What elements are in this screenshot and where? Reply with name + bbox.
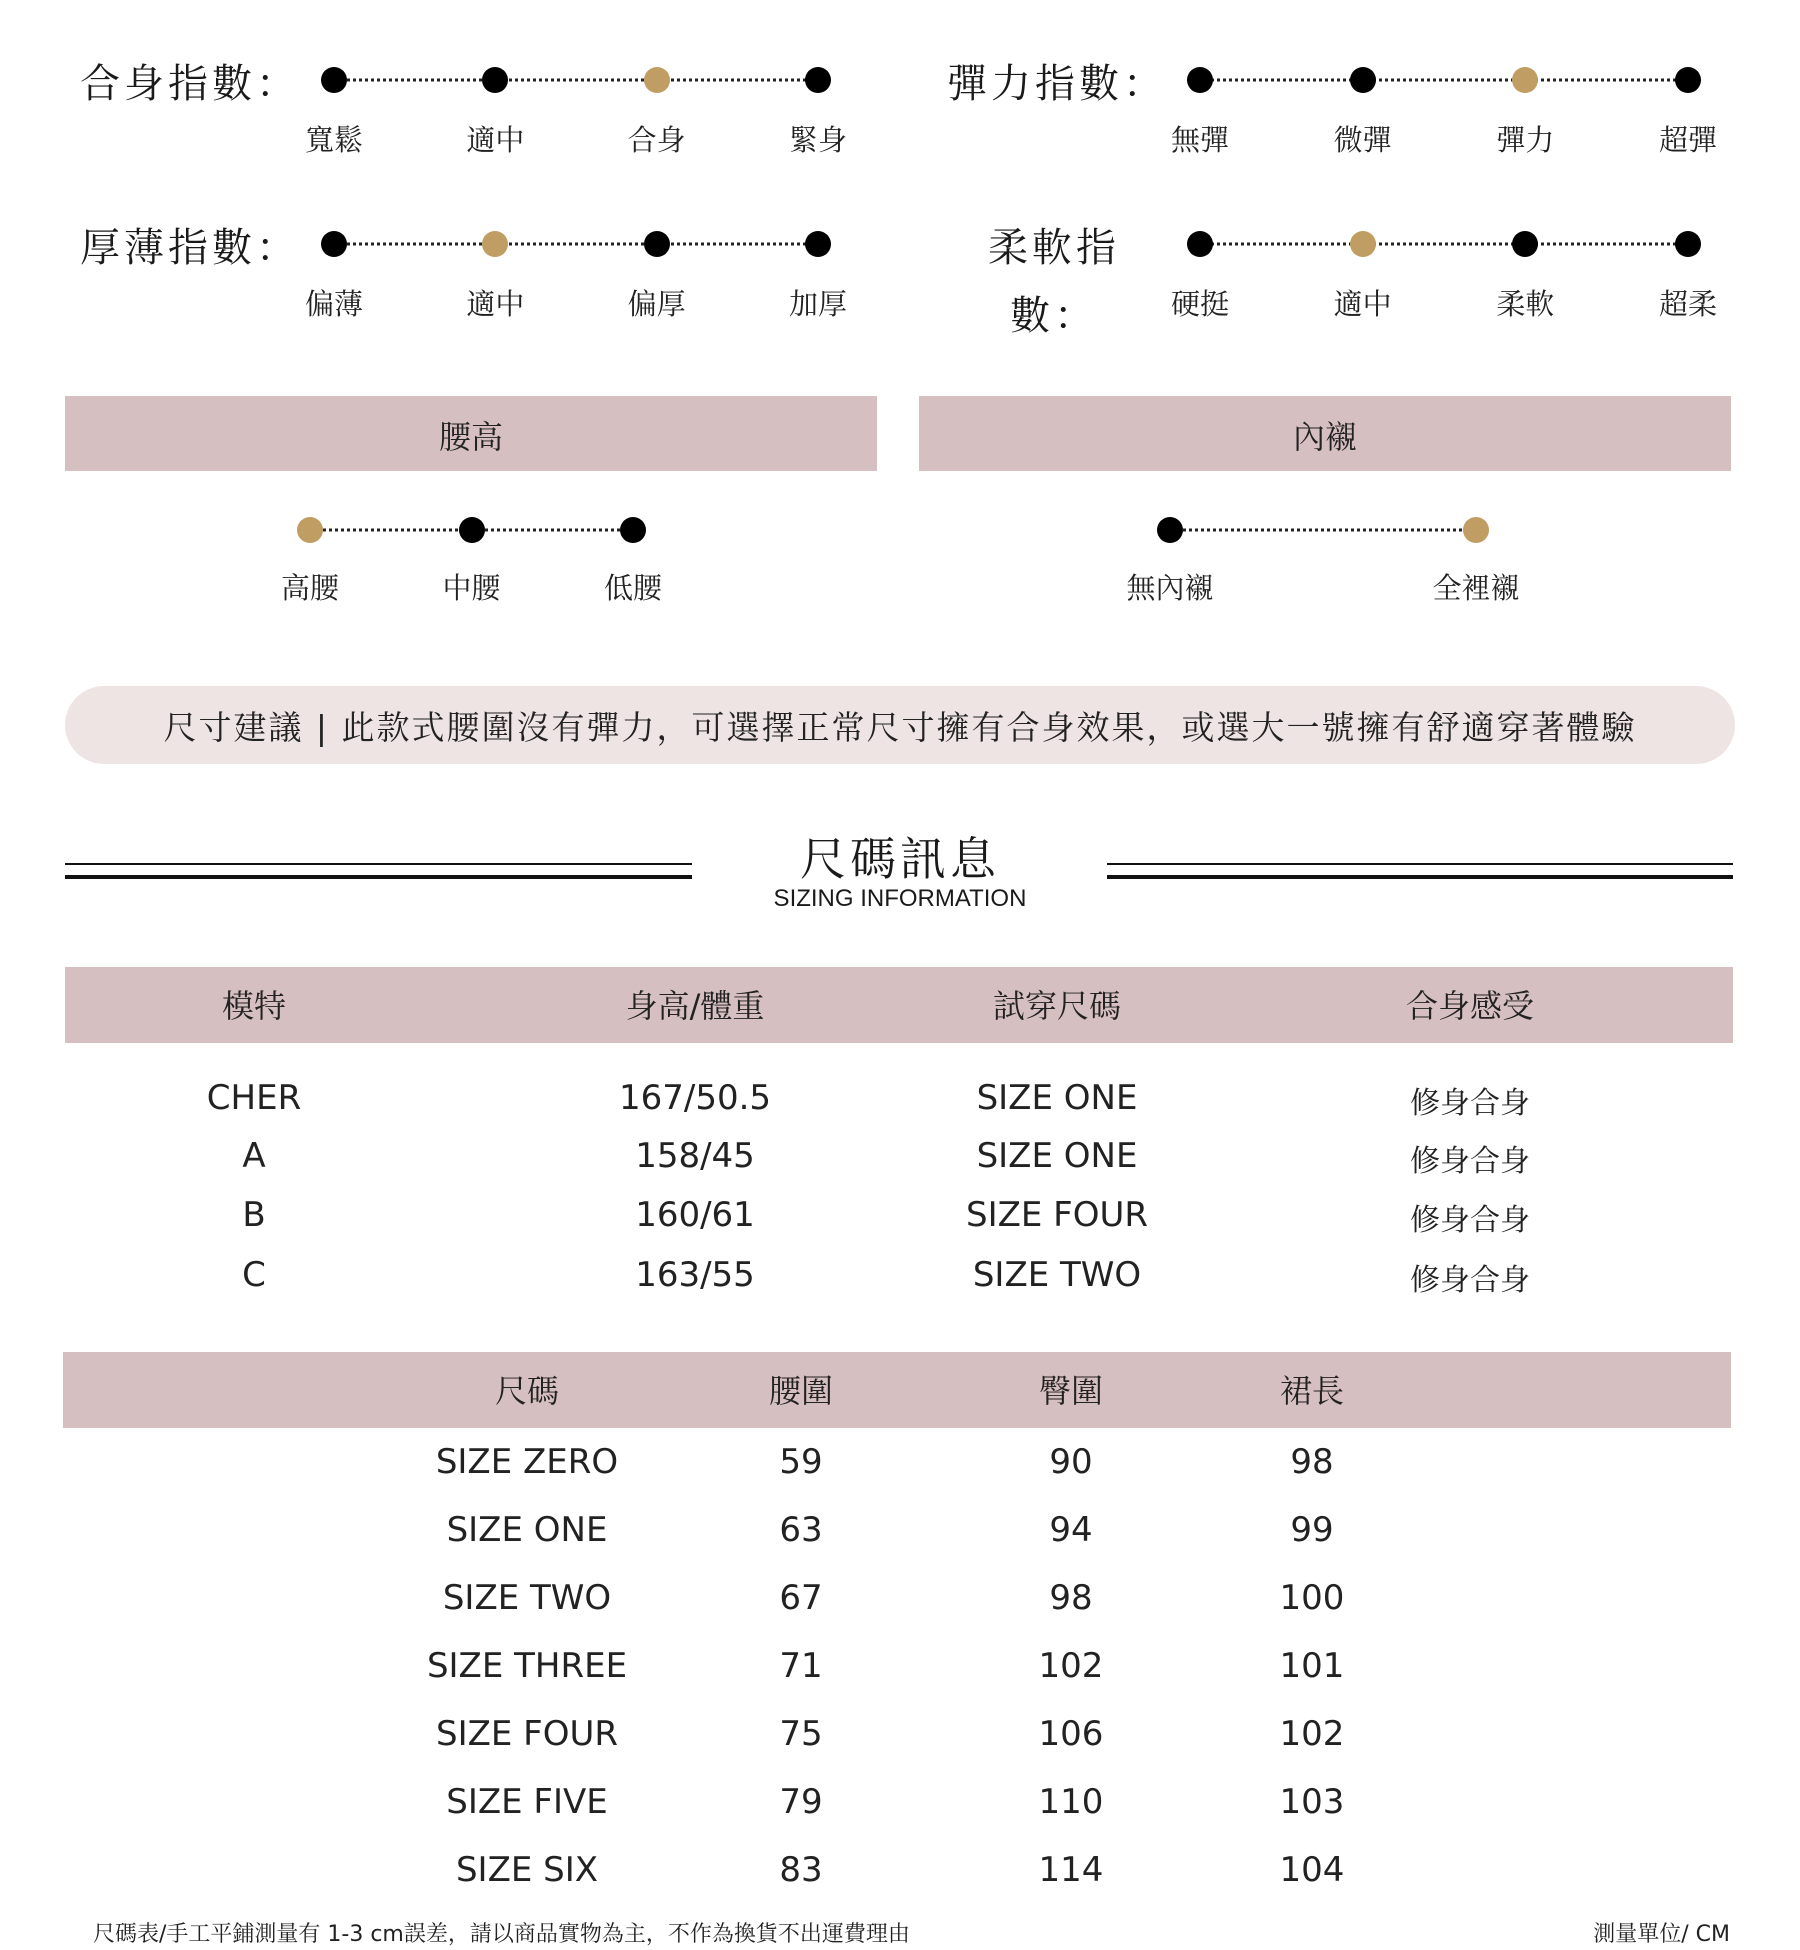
waist-label-1: 高腰 [280, 571, 340, 605]
fit-label-2: 適中 [466, 123, 525, 157]
size-table-cell: 83 [779, 1850, 823, 1890]
elastic-index-scale [1170, 70, 1718, 157]
model-table-cell: 163/55 [635, 1255, 755, 1295]
elastic-label-1: 無彈 [1170, 123, 1230, 157]
fit-index-title: 合身指數： [80, 61, 300, 107]
size-table-cell: 103 [1279, 1782, 1345, 1822]
model-table-cell: 修身合身 [1410, 1144, 1530, 1179]
thickness-index-title: 厚薄指數： [80, 225, 300, 271]
thickness-label-4: 加厚 [788, 287, 848, 321]
elastic-dotted-line [1200, 79, 1688, 82]
size-table-cell: 102 [1038, 1646, 1104, 1686]
elastic-label-2: 微彈 [1333, 123, 1392, 157]
waist-dot-2 [459, 517, 485, 543]
lining-dot-1 [1157, 517, 1183, 543]
elastic-dot-2 [1350, 67, 1376, 93]
fit-label-4: 緊身 [788, 123, 848, 157]
model-table-cell: 修身合身 [1410, 1203, 1530, 1238]
size-table-header-2: 腰圍 [768, 1372, 834, 1410]
size-table-cell: 98 [1290, 1442, 1334, 1482]
size-table-cell: 94 [1049, 1510, 1093, 1550]
size-table-cell: 99 [1290, 1510, 1334, 1550]
softness-dotted-line [1200, 243, 1688, 246]
fit-dot-4 [805, 67, 831, 93]
model-table-cell: C [242, 1255, 266, 1295]
size-table-cell: 101 [1279, 1646, 1345, 1686]
thickness-label-2: 適中 [466, 287, 525, 321]
lining-dot-2-selected [1463, 517, 1489, 543]
softness-index-title-line1: 柔軟指 [988, 225, 1120, 271]
heading-rule-left [65, 863, 692, 879]
waist-dot-1-selected [297, 517, 323, 543]
fit-dotted-line [334, 79, 818, 82]
size-table-cell: SIZE THREE [426, 1646, 628, 1686]
model-table-cell: SIZE ONE [976, 1078, 1138, 1118]
model-table-cell: CHER [206, 1078, 302, 1118]
waist-height-scale [280, 520, 663, 605]
measurement-note: 尺碼表/手工平鋪測量有 1-3 cm誤差，請以商品實物為主，不作為換貨不出運費理由 [93, 1922, 910, 1947]
size-table-cell: SIZE SIX [455, 1850, 599, 1890]
size-table-cell: SIZE FIVE [446, 1782, 608, 1822]
lining-label-1: 無內襯 [1126, 571, 1214, 605]
thickness-label-1: 偏薄 [304, 287, 364, 321]
size-table-cell: 98 [1049, 1578, 1093, 1618]
fit-label-1: 寬鬆 [304, 123, 364, 157]
thickness-label-3: 偏厚 [627, 287, 686, 321]
lining-header-label: 內襯 [1292, 418, 1358, 456]
model-table-cell: B [242, 1195, 266, 1235]
model-table-cell: SIZE FOUR [965, 1195, 1149, 1235]
elastic-dot-3-selected [1512, 67, 1538, 93]
softness-label-3: 柔軟 [1496, 287, 1555, 321]
lining-label-2: 全裡襯 [1432, 571, 1520, 605]
thickness-dot-1 [321, 231, 347, 257]
model-table-cell: 修身合身 [1410, 1086, 1530, 1121]
elastic-index-title: 彈力指數： [947, 61, 1167, 107]
model-table-header-2: 身高/體重 [625, 987, 765, 1025]
size-table-cell: 79 [779, 1782, 823, 1822]
size-table-cell: 59 [779, 1442, 823, 1482]
lining-dotted-line [1170, 529, 1476, 532]
fit-index-scale [304, 70, 848, 157]
softness-label-2: 適中 [1333, 287, 1392, 321]
size-table-cell: 110 [1038, 1782, 1104, 1822]
elastic-label-3: 彈力 [1496, 123, 1555, 157]
size-table-cell: SIZE FOUR [435, 1714, 619, 1754]
size-table-cell: SIZE TWO [442, 1578, 612, 1618]
softness-dot-2-selected [1350, 231, 1376, 257]
elastic-dot-4 [1675, 67, 1701, 93]
softness-dot-1 [1187, 231, 1213, 257]
fit-dot-1 [321, 67, 347, 93]
fit-dot-2 [482, 67, 508, 93]
size-table-cell: 100 [1279, 1578, 1345, 1618]
size-table-cell: 106 [1038, 1714, 1104, 1754]
waist-label-3: 低腰 [603, 571, 663, 605]
heading-rule-right [1107, 863, 1733, 879]
model-table-header-3: 試穿尺碼 [992, 987, 1122, 1025]
fit-dot-3-selected [644, 67, 670, 93]
model-table-cell: 160/61 [635, 1195, 755, 1235]
model-table-cell: 167/50.5 [618, 1078, 772, 1118]
size-table-cell: 75 [779, 1714, 823, 1754]
size-table-cell: 104 [1279, 1850, 1345, 1890]
model-table-cell: 158/45 [635, 1136, 755, 1176]
sizing-subtitle: SIZING INFORMATION [773, 885, 1027, 912]
thickness-dotted-line [334, 243, 818, 246]
model-table-cell: 修身合身 [1410, 1263, 1530, 1298]
size-suggestion: 尺寸建議 | 此款式腰圍沒有彈力，可選擇正常尺寸擁有合身效果，或選大一號擁有舒適穿著體驗 [65, 686, 1735, 764]
size-table-cell: 90 [1049, 1442, 1093, 1482]
sizing-title: 尺碼訊息 [800, 832, 1000, 886]
size-table-cell: 67 [779, 1578, 823, 1618]
softness-index-title-line2: 數： [1010, 293, 1098, 339]
size-table-cell: 114 [1038, 1850, 1104, 1890]
thickness-dot-3 [644, 231, 670, 257]
size-table-header-4: 裙長 [1279, 1372, 1345, 1410]
waist-label-2: 中腰 [442, 571, 501, 605]
model-table-cell: SIZE TWO [972, 1255, 1142, 1295]
softness-label-4: 超柔 [1658, 287, 1718, 321]
measurement-unit: 測量單位/ CM [1593, 1922, 1730, 1947]
size-table-cell: SIZE ZERO [435, 1442, 619, 1482]
thickness-dot-2-selected [482, 231, 508, 257]
size-table-cell: 63 [779, 1510, 823, 1550]
elastic-dot-1 [1187, 67, 1213, 93]
model-table-cell: SIZE ONE [976, 1136, 1138, 1176]
thickness-dot-4 [805, 231, 831, 257]
softness-label-1: 硬挺 [1170, 287, 1230, 321]
thickness-index-scale [304, 234, 848, 321]
size-table-header-bar [63, 1352, 1731, 1428]
fit-label-3: 合身 [627, 123, 686, 157]
model-table-header-1: 模特 [221, 987, 287, 1025]
softness-index-scale [1170, 234, 1718, 321]
model-table-cell: A [242, 1136, 266, 1176]
size-table-cell: SIZE ONE [446, 1510, 608, 1550]
softness-dot-3 [1512, 231, 1538, 257]
size-table-header-1: 尺碼 [494, 1372, 560, 1410]
size-table-header-3: 臀圍 [1038, 1372, 1104, 1410]
size-table-cell: 102 [1279, 1714, 1345, 1754]
model-table-header-4: 合身感受 [1405, 987, 1535, 1025]
softness-dot-4 [1675, 231, 1701, 257]
waist-dot-3 [620, 517, 646, 543]
waist-header-label: 腰高 [438, 418, 504, 456]
lining-scale [1126, 520, 1520, 605]
size-table-cell: 71 [779, 1646, 823, 1686]
elastic-label-4: 超彈 [1658, 123, 1718, 157]
